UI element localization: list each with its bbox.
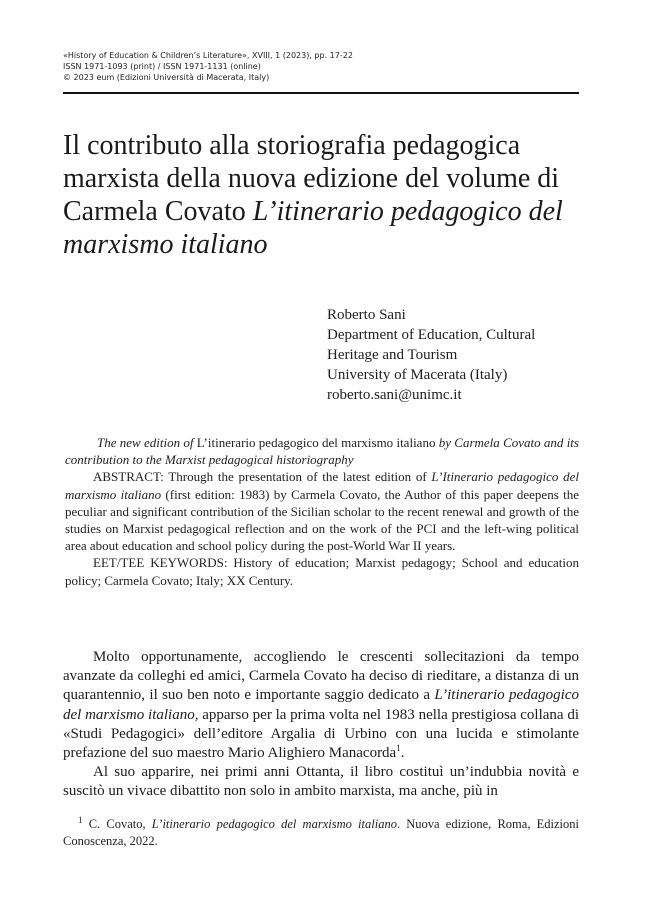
main-text: [63, 648, 579, 802]
author-department-line2: Heritage and Tourism: [327, 347, 458, 363]
english-title: [65, 434, 579, 468]
footnote-italic: L’itinerario pedagogico del marxismo italiano: [151, 817, 397, 831]
paragraph-2: Al suo apparire, nei primi anni Ottanta, il libro costituì un’indubbia novità e suscitò un vivace dibattito non solo in ambito marxista, ma anche, più in: [63, 764, 579, 800]
journal-citation: «History of Education & Children’s Literature», XVIII, 1 (2023), pp. 17-22: [63, 51, 353, 60]
english-title-part3: by Carmela Covato and its contribution to the Marxist pedagogical historiography: [65, 435, 579, 468]
footnote-1: [63, 816, 579, 850]
keywords: EET/TEE KEYWORDS: History of education; Marxist pedagogy; School and education policy; Carmela Covato; Italy; XX Century.: [65, 555, 579, 588]
article-title-italic: L’itinerario pedagogico del marxismo italiano: [63, 196, 563, 260]
footnote-a: C. Covato,: [82, 817, 152, 831]
journal-copyright: © 2023 eum (Edizioni Università di Macerata, Italy): [63, 73, 270, 82]
paragraph-1-b: , apparso per la prima volta nel 1983 nella prestigiosa collana di «Studi Pedagogici» dell’editore Argalia di Urbino con una lucida e stimolante prefazione del suo maestro Mario Alighiero Manacorda: [63, 706, 580, 762]
journal-header: [63, 50, 583, 83]
english-title-part1: The new edition of: [97, 435, 194, 450]
footnote-number: 1: [78, 814, 83, 825]
footnote-ref-1[interactable]: 1: [396, 743, 401, 754]
abstract-text: [65, 468, 579, 554]
english-title-part2: L’itinerario pedagogico del marxismo italiano: [193, 435, 439, 450]
author-university: University of Macerata (Italy): [327, 367, 508, 383]
paragraph-1: [63, 648, 579, 763]
header-divider: [63, 92, 579, 94]
abstract-body: (first edition: 1983) by Carmela Covato, the Author of this paper deepens the peculiar and significant contribution of the Sicilian scholar to the recent renewal and growth of the studies on Marxist pedagogical reflection and on the work of the PCI and the left-wing political area about education and school policy during the post-World War II years.: [65, 486, 579, 554]
author-block: [327, 305, 587, 405]
abstract-section: [65, 434, 579, 589]
author-name: Roberto Sani: [327, 307, 406, 323]
abstract-italic-title: L’Itinerario pedagogico del marxismo italiano: [65, 469, 579, 502]
paragraph-1-italic: L’itinerario pedagogico del marxismo italiano: [63, 687, 579, 723]
abstract-label: ABSTRACT: Through the presentation of the latest edition of: [93, 469, 432, 485]
paragraph-1-a: Molto opportunamente, accogliendo le crescenti sollecitazioni da tempo avanzate da colleghi ed amici, Carmela Covato ha deciso di rieditare, a distanza di un quarantennio, il suo ben noto e importante saggio dedicato a: [63, 649, 579, 704]
journal-issn: ISSN 1971-1093 (print) / ISSN 1971-1131 (online): [63, 62, 261, 71]
article-title: [63, 129, 583, 261]
footnote-text: [63, 816, 579, 850]
author-email[interactable]: roberto.sani@unimc.it: [327, 387, 462, 403]
author-department-line1: Department of Education, Cultural: [327, 327, 536, 343]
paragraph-1-c: .: [400, 745, 405, 762]
footnote-b: . Nuova edizione, Roma, Edizioni Conoscenza, 2022.: [63, 817, 579, 848]
article-title-plain: Il contributo alla storiografia pedagogica marxista della nuova edizione del volume di Carmela Covato: [63, 130, 560, 227]
